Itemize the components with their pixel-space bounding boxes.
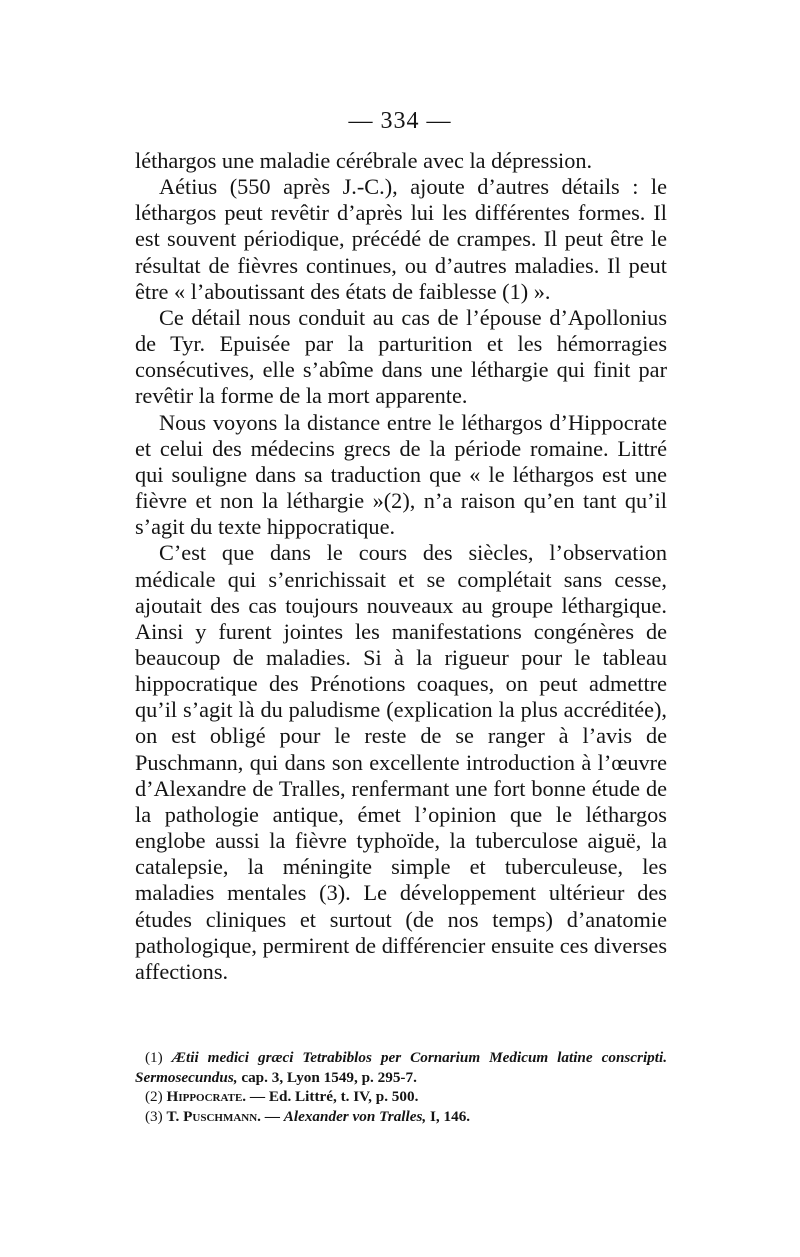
footnote-title: Alexander von Tralles, [283, 1107, 427, 1125]
main-text [135, 148, 667, 985]
footnote-author: Hippocrate. [166, 1088, 247, 1105]
footnote-reference: — Ed. Littré, t. IV, p. 500. [249, 1088, 419, 1105]
footnotes [135, 1048, 667, 1126]
footnote-dash: — [264, 1107, 280, 1125]
footnote-author: T. Puschmann. [166, 1107, 261, 1125]
footnote-number: (2) [145, 1088, 163, 1105]
paragraph: Aétius (550 après J.-C.), ajoute d’autres détails : le léthargos peut revêtir d’après lui les différentes formes. Il est souvent périodique, précédé de crampes. Il peut être le résultat de fièvres continues, ou d’autres maladies. Il peut être « l’aboutissant des états de faiblesse (1) ». [135, 174, 667, 304]
footnote-2 [135, 1087, 667, 1107]
footnote-number: (1) [145, 1049, 163, 1066]
footnote-3 [135, 1107, 667, 1127]
paragraph: C’est que dans le cours des siècles, l’observation médicale qui s’enrichissait et se complétait sans cesse, ajoutait des cas toujours nouveaux au groupe léthargique. Ainsi y furent jointes les manifestations congénères de beaucoup de maladies. Si à la rigueur pour le tableau hippocratique des Prénotions coaques, on peut admettre qu’il s’agit là du paludisme (explication la plus accréditée), on est obligé pour le reste de se ranger à l’avis de Puschmann, qui dans son excellente introduction à l’œuvre d’Alexandre de Tralles, renfermant une fort bonne étude de la pathologie antique, émet l’opinion que le léthargos englobe aussi la fièvre typhoïde, la tuberculose aiguë, la catalepsie, la méningite simple et tuberculeuse, les maladies mentales (3). Le développement ultérieur des études cliniques et surtout (de nos temps) d’anatomie pathologique, permirent de différencier ensuite ces diverses affections. [135, 540, 667, 984]
footnote-number: (3) [145, 1107, 163, 1125]
paragraph: léthargos une maladie cérébrale avec la dépression. [135, 148, 593, 173]
paragraph: Ce détail nous conduit au cas de l’épouse d’Apollonius de Tyr. Epuisée par la parturition et les hémorragies consécutives, elle s’abîme dans une léthargie qui finit par revêtir la forme de la mort apparente. [135, 304, 667, 409]
footnote-title-cont: Sermosecundus, [135, 1068, 238, 1086]
page-number: — 334 — [348, 108, 452, 134]
footnote-reference: I, 146. [430, 1107, 471, 1125]
footnote-1 [135, 1048, 667, 1087]
footnote-reference: cap. 3, Lyon 1549, p. 295-7. [241, 1068, 417, 1086]
paragraph: Nous voyons la distance entre le léthargos d’Hippocrate et celui des médecins grecs de la période romaine. Littré qui souligne dans sa traduction que « le léthargos est une fièvre et non la léthargie »(2), n’a raison qu’en tant qu’il s’agit du texte hippocratique. [135, 409, 667, 540]
footnote-title: Ætii medici græci Tetrabiblos per Cornarium Medicum latine conscripti. [171, 1049, 667, 1066]
